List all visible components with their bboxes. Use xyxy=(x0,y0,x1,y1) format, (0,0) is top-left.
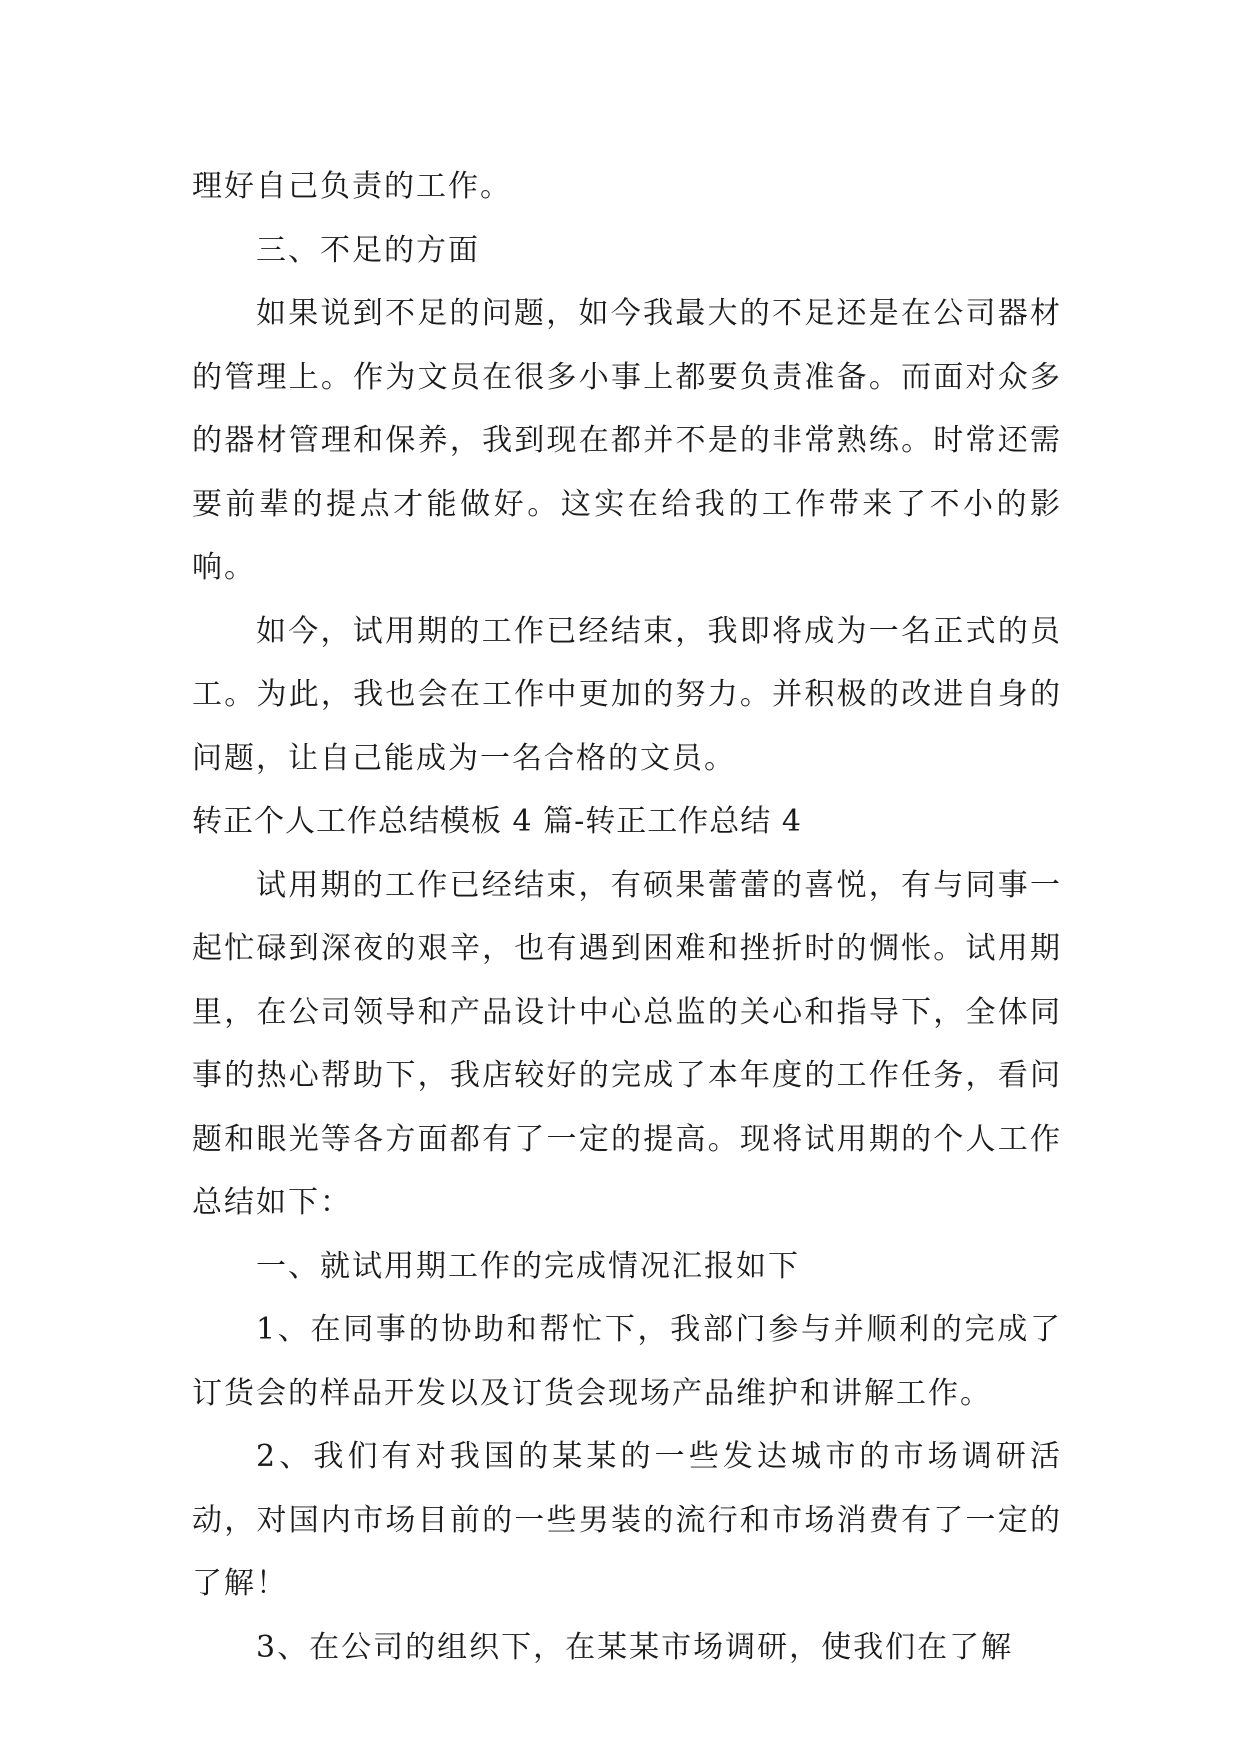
list-item-1: 1、在同事的协助和帮忙下，我部门参与并顺利的完成了订货会的样品开发以及订货会现场产品维护和讲解工作。 xyxy=(192,1312,1062,1411)
list-item-2: 2、我们有对我国的某某的一些发达城市的市场调研活动，对国内市场目前的一些男装的流行和市场消费有了一定的了解！ xyxy=(192,1439,1062,1601)
paragraph-continuation: 理好自己负责的工作。 xyxy=(192,169,512,204)
list-item-3: 3、在公司的组织下，在某某市场调研，使我们在了解 xyxy=(256,1629,1014,1665)
paragraph-intro: 试用期的工作已经结束，有硕果蕾蕾的喜悦，有与同事一起忙碌到深夜的艰辛，也有遇到困难和挫折时的惆怅。试用期里，在公司领导和产品设计中心总监的关心和指导下，全体同事的热心帮助下，我店较好的完成了本年度的工作任务，看问题和眼光等各方面都有了一定的提高。现将试用期的个人工作总结如下： xyxy=(192,867,1062,1220)
document-body xyxy=(192,155,1062,1679)
paragraph-conclusion: 如今，试用期的工作已经结束，我即将成为一名正式的员工。为此，我也会在工作中更加的努力。并积极的改进自身的问题，让自己能成为一名合格的文员。 xyxy=(192,613,1062,776)
paragraph-shortcomings: 如果说到不足的问题，如今我最大的不足还是在公司器材的管理上。作为文员在很多小事上都要负责准备。而面对众多的器材管理和保养，我到现在都并不是的非常熟练。时常还需要前辈的提点才能做好。这实在给我的工作带来了不小的影响。 xyxy=(192,296,1062,585)
section-heading-report: 一、就试用期工作的完成情况汇报如下 xyxy=(256,1248,800,1284)
section-heading-shortcomings: 三、不足的方面 xyxy=(256,232,480,268)
article-title: 转正个人工作总结模板 4 篇-转正工作总结 4 xyxy=(192,804,802,839)
